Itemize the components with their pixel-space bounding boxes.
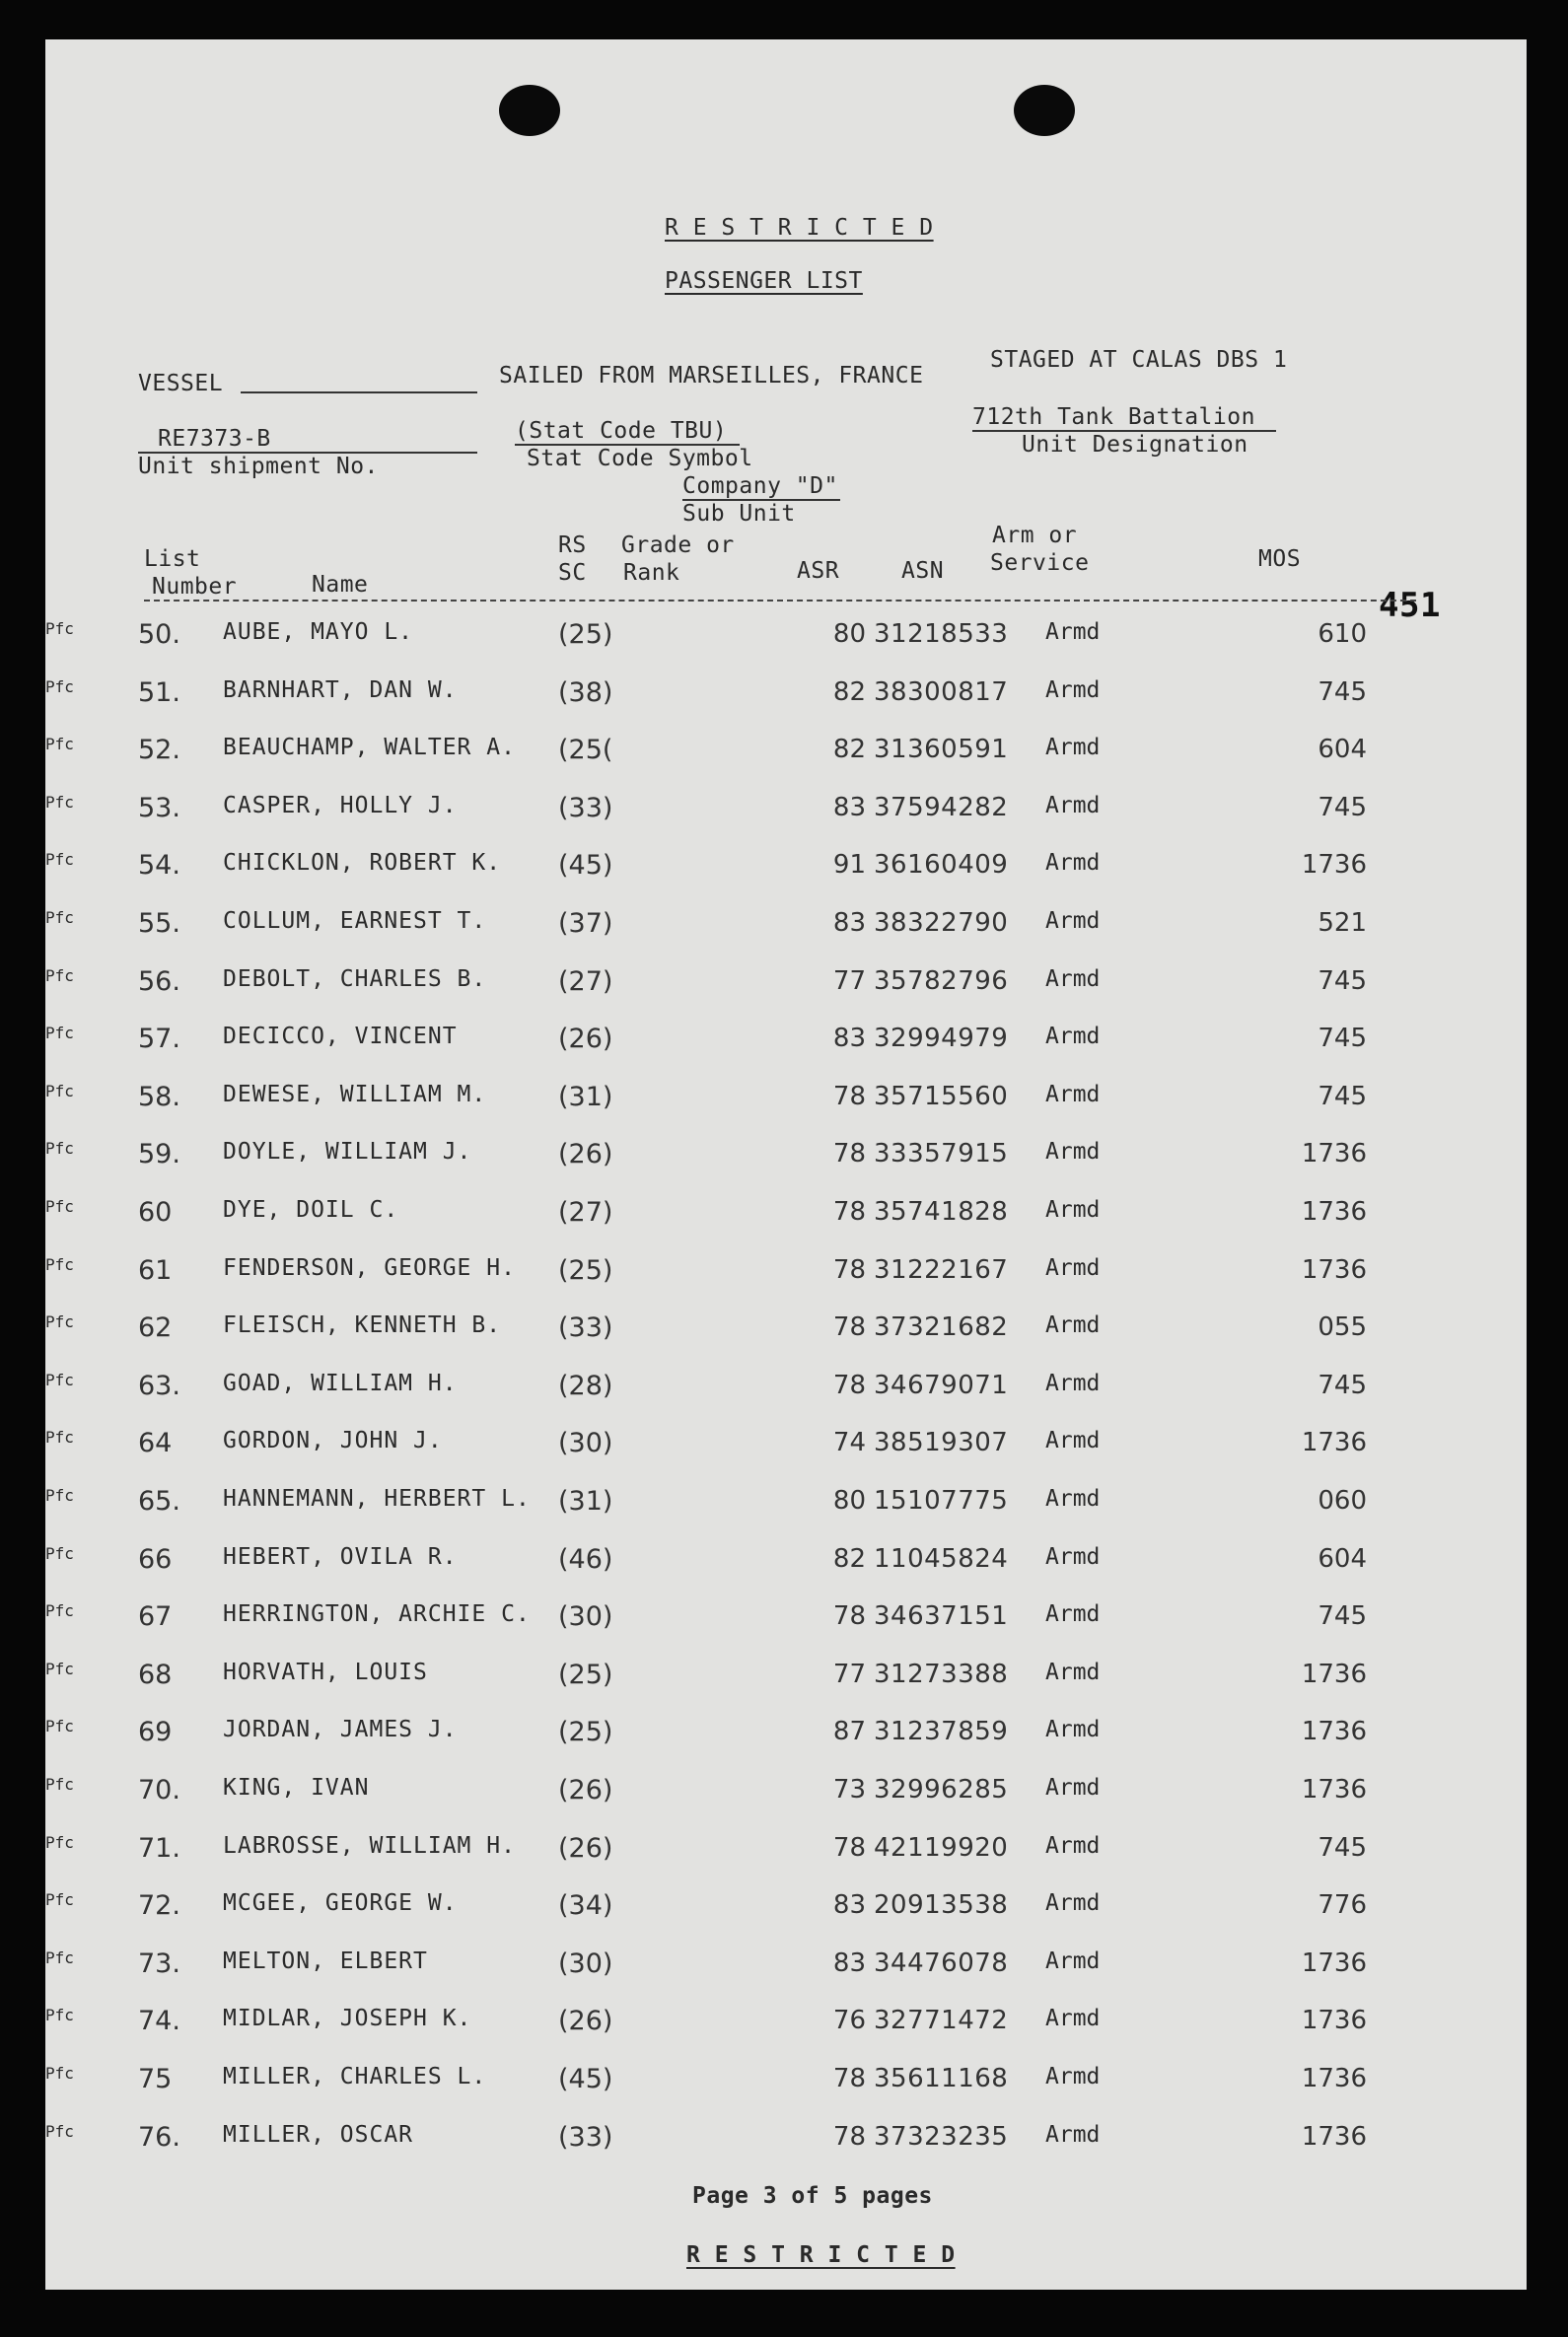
table-row: [45, 1833, 1527, 1873]
table-row: [45, 1197, 1527, 1237]
rs-sc-code: (33): [558, 793, 613, 823]
passenger-name: COLLUM, EARNEST T.: [223, 908, 487, 934]
rs-sc-code: (26): [558, 1775, 613, 1806]
mos-code: 1736: [1301, 1660, 1367, 1689]
table-row: [45, 793, 1527, 832]
arm-service: Armd: [1045, 1197, 1101, 1223]
asn-serial: 34637151: [874, 1601, 1009, 1631]
list-number: 51.: [138, 677, 180, 708]
passenger-name: CHICKLON, ROBERT K.: [223, 850, 502, 876]
asr-score: 82: [832, 1544, 866, 1574]
grade-rank: Pfc: [45, 1139, 74, 1158]
col-name: Name: [312, 572, 369, 598]
table-row: [45, 677, 1527, 717]
vessel-label: VESSEL: [138, 371, 224, 396]
mos-code: 060: [1318, 1486, 1367, 1516]
rs-sc-code: (25): [558, 1255, 613, 1286]
asn-serial: 11045824: [874, 1544, 1009, 1574]
rs-sc-code: (25): [558, 1660, 613, 1690]
passenger-name: HEBERT, OVILA R.: [223, 1544, 458, 1570]
passenger-name: HANNEMANN, HERBERT L.: [223, 1486, 531, 1512]
grade-rank: Pfc: [45, 1197, 74, 1216]
list-number: 57.: [138, 1024, 180, 1054]
mos-code: 745: [1318, 677, 1367, 707]
asn-serial: 38300817: [874, 677, 1009, 707]
table-row: [45, 2064, 1527, 2103]
asr-score: 74: [832, 1428, 866, 1457]
mos-code: 745: [1318, 1601, 1367, 1631]
grade-rank: Pfc: [45, 735, 74, 753]
table-row: [45, 966, 1527, 1006]
arm-service: Armd: [1045, 1082, 1101, 1107]
table-row: [45, 2006, 1527, 2045]
rs-sc-code: (33): [558, 1312, 613, 1343]
passenger-name: CASPER, HOLLY J.: [223, 793, 458, 818]
asr-score: 76: [832, 2006, 866, 2035]
arm-service: Armd: [1045, 1139, 1101, 1165]
asr-score: 91: [832, 850, 866, 880]
asn-serial: 32771472: [874, 2006, 1009, 2035]
grade-rank: Pfc: [45, 2006, 74, 2024]
col-asr: ASR: [797, 558, 840, 584]
grade-rank: Pfc: [45, 1948, 74, 1967]
passenger-name: BEAUCHAMP, WALTER A.: [223, 735, 516, 760]
asn-serial: 31222167: [874, 1255, 1009, 1285]
arm-service: Armd: [1045, 793, 1101, 818]
passenger-name: FLEISCH, KENNETH B.: [223, 1312, 502, 1338]
asr-score: 73: [832, 1775, 866, 1805]
arm-service: Armd: [1045, 735, 1101, 760]
passenger-name: JORDAN, JAMES J.: [223, 1717, 458, 1742]
mos-code: 1736: [1301, 2006, 1367, 2035]
table-row: [45, 1139, 1527, 1178]
passenger-name: HERRINGTON, ARCHIE C.: [223, 1601, 531, 1627]
sub-unit-label: Sub Unit: [682, 501, 796, 527]
mos-code: 1736: [1301, 1717, 1367, 1746]
grade-rank: Pfc: [45, 1775, 74, 1794]
list-number: 61: [138, 1255, 173, 1286]
passenger-name: DYE, DOIL C.: [223, 1197, 399, 1223]
rs-sc-code: (27): [558, 966, 613, 997]
mos-code: 745: [1318, 1833, 1367, 1863]
grade-rank: Pfc: [45, 2122, 74, 2141]
passenger-name: DEBOLT, CHARLES B.: [223, 966, 487, 992]
asn-serial: 35611168: [874, 2064, 1009, 2093]
list-number: 62: [138, 1312, 173, 1343]
unit-designation-value: 712th Tank Battalion: [972, 404, 1255, 430]
grade-rank: Pfc: [45, 850, 74, 869]
mos-code: 745: [1318, 966, 1367, 996]
list-number: 54.: [138, 850, 180, 881]
rs-sc-code: (27): [558, 1197, 613, 1228]
asr-score: 78: [832, 1139, 866, 1168]
rs-sc-code: (26): [558, 2006, 613, 2036]
table-row: [45, 908, 1527, 948]
grade-rank: Pfc: [45, 1833, 74, 1852]
asn-serial: 36160409: [874, 850, 1009, 880]
asr-score: 80: [832, 1486, 866, 1516]
passenger-name: DOYLE, WILLIAM J.: [223, 1139, 472, 1165]
mos-code: 745: [1318, 793, 1367, 822]
header-rule: [144, 600, 1416, 602]
table-row: [45, 1948, 1527, 1988]
document-title: PASSENGER LIST: [665, 268, 863, 294]
arm-service: Armd: [1045, 1544, 1101, 1570]
arm-service: Armd: [1045, 1371, 1101, 1396]
rs-sc-code: (30): [558, 1601, 613, 1632]
asr-score: 78: [832, 1312, 866, 1342]
arm-service: Armd: [1045, 1255, 1101, 1281]
table-row: [45, 1486, 1527, 1525]
passenger-name: MIDLAR, JOSEPH K.: [223, 2006, 472, 2031]
list-number: 63.: [138, 1371, 180, 1401]
grade-rank: Pfc: [45, 793, 74, 812]
punch-hole-right: [1014, 85, 1075, 136]
rs-sc-code: (31): [558, 1486, 613, 1517]
arm-service: Armd: [1045, 1024, 1101, 1049]
list-number: 50.: [138, 619, 180, 650]
mos-code: 1736: [1301, 2064, 1367, 2093]
grade-rank: Pfc: [45, 1544, 74, 1563]
arm-service: Armd: [1045, 1833, 1101, 1859]
mos-code: 745: [1318, 1024, 1367, 1053]
sailed-from: SAILED FROM MARSEILLES, FRANCE: [499, 363, 924, 389]
table-row: [45, 1660, 1527, 1699]
passenger-name: GORDON, JOHN J.: [223, 1428, 443, 1453]
asn-serial: 35741828: [874, 1197, 1009, 1227]
passenger-name: LABROSSE, WILLIAM H.: [223, 1833, 516, 1859]
arm-service: Armd: [1045, 2122, 1101, 2148]
passenger-name: HORVATH, LOUIS: [223, 1660, 428, 1685]
asn-serial: 37321682: [874, 1312, 1009, 1342]
col-rs: RS: [558, 532, 587, 558]
mos-code: 521: [1318, 908, 1367, 938]
asn-serial: 32994979: [874, 1024, 1009, 1053]
asr-score: 78: [832, 1197, 866, 1227]
grade-rank: Pfc: [45, 1312, 74, 1331]
asn-serial: 38322790: [874, 908, 1009, 938]
passenger-name: GOAD, WILLIAM H.: [223, 1371, 458, 1396]
rs-sc-code: (30): [558, 1948, 613, 1979]
page-count: Page 3 of 5 pages: [692, 2183, 933, 2209]
asr-score: 83: [832, 1024, 866, 1053]
passenger-name: KING, IVAN: [223, 1775, 370, 1801]
arm-service: Armd: [1045, 1486, 1101, 1512]
asr-score: 78: [832, 1371, 866, 1400]
asr-score: 77: [832, 966, 866, 996]
rs-sc-code: (25): [558, 619, 613, 650]
grade-rank: Pfc: [45, 1371, 74, 1389]
arm-service: Armd: [1045, 908, 1101, 934]
table-row: [45, 1775, 1527, 1814]
rs-sc-code: (38): [558, 677, 613, 708]
table-row: [45, 850, 1527, 889]
table-row: [45, 1371, 1527, 1410]
mos-code: 1736: [1301, 850, 1367, 880]
arm-service: Armd: [1045, 1660, 1101, 1685]
unit-shipment-value: RE7373-B: [158, 426, 271, 452]
list-number: 56.: [138, 966, 180, 997]
table-row: [45, 619, 1527, 659]
arm-service: Armd: [1045, 850, 1101, 876]
mos-code: 055: [1318, 1312, 1367, 1342]
list-number: 59.: [138, 1139, 180, 1169]
rs-sc-code: (26): [558, 1139, 613, 1169]
table-row: [45, 1255, 1527, 1295]
grade-rank: Pfc: [45, 966, 74, 985]
table-row: [45, 1082, 1527, 1121]
table-row: [45, 2122, 1527, 2161]
vessel-blank-line: [241, 391, 477, 393]
table-row: [45, 735, 1527, 774]
list-number: 72.: [138, 1890, 180, 1921]
rs-sc-code: (26): [558, 1833, 613, 1864]
table-row: [45, 1601, 1527, 1641]
asn-serial: 37594282: [874, 793, 1009, 822]
rs-sc-code: (26): [558, 1024, 613, 1054]
passenger-name: MCGEE, GEORGE W.: [223, 1890, 458, 1916]
restricted-footer: R E S T R I C T E D: [686, 2242, 956, 2268]
table-row: [45, 1312, 1527, 1352]
asr-score: 82: [832, 735, 866, 764]
list-number: 74.: [138, 2006, 180, 2036]
list-number: 55.: [138, 908, 180, 939]
arm-service: Armd: [1045, 966, 1101, 992]
document-page: [45, 39, 1527, 2290]
list-number: 66: [138, 1544, 173, 1575]
mos-code: 745: [1318, 1082, 1367, 1111]
rs-sc-code: (25): [558, 1717, 613, 1747]
mos-code: 1736: [1301, 1948, 1367, 1978]
asn-serial: 37323235: [874, 2122, 1009, 2152]
rs-sc-code: (28): [558, 1371, 613, 1401]
grade-rank: Pfc: [45, 1486, 74, 1505]
sheet-number: 451: [1379, 586, 1441, 625]
asr-score: 82: [832, 677, 866, 707]
grade-rank: Pfc: [45, 1255, 74, 1274]
rs-sc-code: (37): [558, 908, 613, 939]
staged-at: STAGED AT CALAS DBS 1: [990, 347, 1288, 373]
grade-rank: Pfc: [45, 1717, 74, 1735]
grade-rank: Pfc: [45, 908, 74, 927]
asr-score: 77: [832, 1660, 866, 1689]
unit-shipment-label: Unit shipment No.: [138, 454, 379, 479]
mos-code: 1736: [1301, 1197, 1367, 1227]
asn-serial: 31273388: [874, 1660, 1009, 1689]
arm-service: Armd: [1045, 1948, 1101, 1974]
asr-score: 78: [832, 1255, 866, 1285]
table-row: [45, 1544, 1527, 1584]
asn-serial: 31218533: [874, 619, 1009, 649]
rs-sc-code: (30): [558, 1428, 613, 1458]
asr-score: 78: [832, 1833, 866, 1863]
list-number: 73.: [138, 1948, 180, 1979]
mos-code: 1736: [1301, 1428, 1367, 1457]
mos-code: 1736: [1301, 1255, 1367, 1285]
asn-serial: 32996285: [874, 1775, 1009, 1805]
arm-service: Armd: [1045, 1717, 1101, 1742]
rs-sc-code: (33): [558, 2122, 613, 2153]
arm-service: Armd: [1045, 2064, 1101, 2089]
passenger-name: AUBE, MAYO L.: [223, 619, 414, 645]
asn-serial: 31360591: [874, 735, 1009, 764]
passenger-name: DEWESE, WILLIAM M.: [223, 1082, 487, 1107]
list-number: 60: [138, 1197, 173, 1228]
list-number: 64: [138, 1428, 173, 1458]
asn-serial: 33357915: [874, 1139, 1009, 1168]
passenger-name: MILLER, OSCAR: [223, 2122, 414, 2148]
asr-score: 83: [832, 1890, 866, 1920]
col-service: Service: [990, 550, 1090, 576]
mos-code: 604: [1318, 735, 1367, 764]
col-rank: Rank: [623, 560, 680, 586]
col-list-top: List: [144, 546, 201, 572]
unit-designation-label: Unit Designation: [1022, 432, 1248, 458]
mos-code: 610: [1318, 619, 1367, 649]
arm-service: Armd: [1045, 677, 1101, 703]
passenger-name: DECICCO, VINCENT: [223, 1024, 458, 1049]
asn-serial: 15107775: [874, 1486, 1009, 1516]
col-arm: Arm or: [992, 523, 1078, 548]
asr-score: 83: [832, 793, 866, 822]
sub-unit-value: Company "D": [682, 473, 838, 499]
mos-code: 745: [1318, 1371, 1367, 1400]
grade-rank: Pfc: [45, 619, 74, 638]
asn-serial: 35782796: [874, 966, 1009, 996]
asr-score: 78: [832, 1601, 866, 1631]
asn-serial: 38519307: [874, 1428, 1009, 1457]
grade-rank: Pfc: [45, 1024, 74, 1042]
list-number: 71.: [138, 1833, 180, 1864]
asr-score: 78: [832, 2122, 866, 2152]
passenger-name: MILLER, CHARLES L.: [223, 2064, 487, 2089]
rs-sc-code: (31): [558, 1082, 613, 1112]
arm-service: Armd: [1045, 1890, 1101, 1916]
list-number: 65.: [138, 1486, 180, 1517]
col-sc: SC: [558, 560, 587, 586]
punch-hole-left: [499, 85, 560, 136]
col-list-bottom: Number: [152, 574, 238, 600]
list-number: 69: [138, 1717, 173, 1747]
list-number: 53.: [138, 793, 180, 823]
grade-rank: Pfc: [45, 1890, 74, 1909]
grade-rank: Pfc: [45, 2064, 74, 2083]
arm-service: Armd: [1045, 619, 1101, 645]
asr-score: 78: [832, 1082, 866, 1111]
arm-service: Armd: [1045, 2006, 1101, 2031]
asn-serial: 35715560: [874, 1082, 1009, 1111]
asr-score: 83: [832, 1948, 866, 1978]
rs-sc-code: (45): [558, 2064, 613, 2094]
col-mos: MOS: [1258, 546, 1302, 572]
mos-code: 1736: [1301, 1139, 1367, 1168]
asr-score: 87: [832, 1717, 866, 1746]
rs-sc-code: (25(: [558, 735, 613, 765]
passenger-name: MELTON, ELBERT: [223, 1948, 428, 1974]
asn-serial: 34679071: [874, 1371, 1009, 1400]
arm-service: Armd: [1045, 1428, 1101, 1453]
list-number: 58.: [138, 1082, 180, 1112]
grade-rank: Pfc: [45, 1601, 74, 1620]
list-number: 75: [138, 2064, 173, 2094]
col-asn: ASN: [901, 558, 945, 584]
mos-code: 604: [1318, 1544, 1367, 1574]
list-number: 70.: [138, 1775, 180, 1806]
mos-code: 1736: [1301, 1775, 1367, 1805]
mos-code: 776: [1318, 1890, 1367, 1920]
col-grade: Grade or: [621, 532, 735, 558]
table-row: [45, 1428, 1527, 1467]
list-number: 68: [138, 1660, 173, 1690]
stat-code-value: (Stat Code TBU): [515, 418, 728, 444]
stat-code-label: Stat Code Symbol: [527, 446, 753, 471]
asr-score: 83: [832, 908, 866, 938]
asr-score: 80: [832, 619, 866, 649]
table-row: [45, 1717, 1527, 1756]
arm-service: Armd: [1045, 1775, 1101, 1801]
list-number: 76.: [138, 2122, 180, 2153]
rs-sc-code: (46): [558, 1544, 613, 1575]
rs-sc-code: (45): [558, 850, 613, 881]
grade-rank: Pfc: [45, 1082, 74, 1100]
asn-serial: 20913538: [874, 1890, 1009, 1920]
mos-code: 1736: [1301, 2122, 1367, 2152]
asn-serial: 31237859: [874, 1717, 1009, 1746]
grade-rank: Pfc: [45, 677, 74, 696]
asr-score: 78: [832, 2064, 866, 2093]
passenger-name: FENDERSON, GEORGE H.: [223, 1255, 516, 1281]
passenger-name: BARNHART, DAN W.: [223, 677, 458, 703]
grade-rank: Pfc: [45, 1660, 74, 1678]
grade-rank: Pfc: [45, 1428, 74, 1447]
asn-serial: 42119920: [874, 1833, 1009, 1863]
arm-service: Armd: [1045, 1312, 1101, 1338]
list-number: 67: [138, 1601, 173, 1632]
table-row: [45, 1024, 1527, 1063]
table-row: [45, 1890, 1527, 1930]
restricted-header: R E S T R I C T E D: [665, 215, 934, 241]
rs-sc-code: (34): [558, 1890, 613, 1921]
arm-service: Armd: [1045, 1601, 1101, 1627]
list-number: 52.: [138, 735, 180, 765]
asn-serial: 34476078: [874, 1948, 1009, 1978]
